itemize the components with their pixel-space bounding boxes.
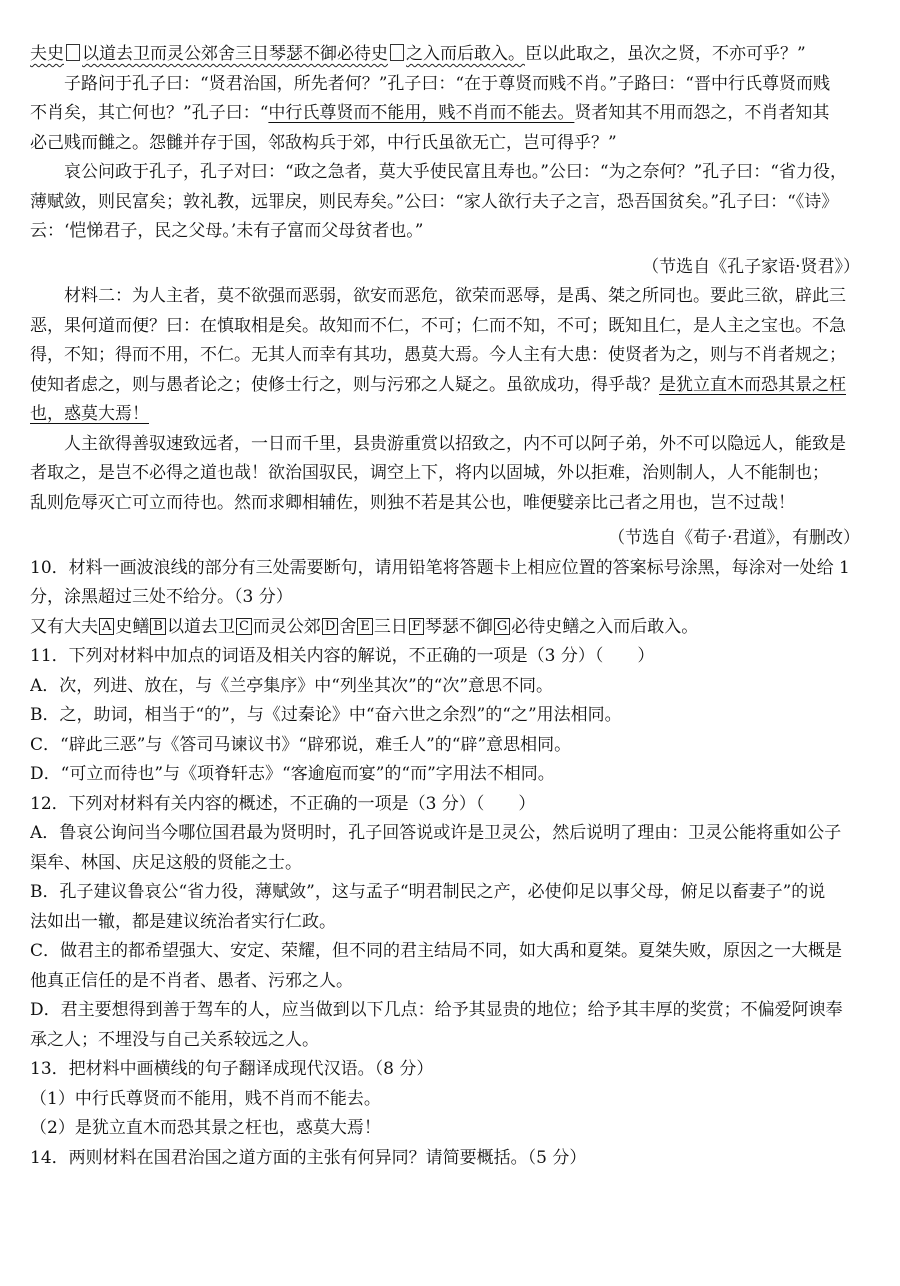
underlined-sentence-2a: 是犹立直木而恐其景之枉	[659, 374, 846, 395]
material2-p2-line2: 者取之，是岂不必得之道也哉！欲治国驭民，调空上下，将内以固城，外以拒难，治则制人，人不能制也；	[30, 463, 829, 483]
break-option-a[interactable]: A	[99, 618, 114, 635]
q12-option-b-line1[interactable]: B．孔子建议鲁哀公“省力役，薄赋敛”，这与孟子“明君制民之产，必使仰足以事父母，俯足以畜妻子”的说	[30, 882, 826, 902]
text: 琴瑟不御	[424, 616, 493, 637]
q14-stem: 14．两则材料在国君治国之道方面的主张有何异同？请简要概括。（5 分）	[30, 1147, 587, 1168]
q12-option-a-line2[interactable]: 渠牟、林国、庆足这般的贤能之士。	[30, 852, 302, 873]
material2-p1-line2: 恶，果何道而便？曰：在慎取相是矣。故知而不仁，不可；仁而不知，不可；既知且仁，是人主之宝也。不急	[30, 315, 846, 336]
underlined-sentence-1: 中行氏尊贤而不能用，贱不肖而不能去。	[268, 103, 575, 123]
text: 必待史鳝之入而后敢入。	[511, 616, 699, 637]
material1-line1	[30, 40, 870, 70]
q11-stem: 11．下列对材料中加点的词语及相关内容的解说，不正确的一项是（3 分）（ ）	[30, 646, 655, 666]
q11-option-d[interactable]: D．“可立而待也”与《项脊轩志》“客逾庖而宴”的“而”字用法不相同。	[30, 764, 555, 784]
text: 又有大夫	[30, 616, 98, 637]
q12-stem: 12．下列对材料有关内容的概述，不正确的一项是（3 分）（ ）	[30, 793, 536, 814]
text: 夫史	[30, 44, 64, 64]
q12-option-d-line2[interactable]: 承之人；不埋没与自己关系较远之人。	[30, 1029, 319, 1050]
text: 之入而后敢入。	[406, 44, 525, 64]
material1-source: （节选自《孔子家语·贤君》）	[642, 256, 860, 277]
text: 以道去卫而灵公郊舍三日琴瑟不御必待史	[82, 44, 388, 64]
text: 舍	[339, 616, 357, 637]
text: 贤者知其不用而怨之，不肖者知其	[574, 103, 830, 123]
break-option-e[interactable]: E	[357, 618, 373, 635]
q10-stem-line2: 分，涂黑超过三处不给分。（3 分）	[30, 587, 293, 607]
q11-option-a[interactable]: A．次，列进、放在，与《兰亭集序》中“列坐其次”的“次”意思不同。	[30, 675, 554, 696]
text: 而灵公郊	[252, 616, 321, 637]
break-option-d[interactable]: D	[322, 618, 338, 635]
q12-option-b-line2[interactable]: 法如出一辙，都是建议统治者实行仁政。	[30, 911, 336, 932]
material2-p2-line1: 人主欲得善驭速致远者，一日而千里，县贵游重赏以招致之，内不可以阿子弟，外不可以隐远人，能致是	[64, 433, 846, 454]
break-option-f[interactable]: F	[409, 618, 424, 635]
material1-p2-line3: 必己贱而雠之。怨雠并存于国，邻敌构兵于郊，中行氏虽欲无亡，岂可得乎？”	[30, 132, 617, 153]
material2-p1-line1: 材料二：为人主者，莫不欲强而恶弱，欲安而恶危，欲荣而恶辱，是禹、桀之所同也。要此三欲，辟此三	[64, 286, 846, 306]
material2-p1-line5	[30, 400, 870, 430]
text: 三日	[373, 616, 408, 637]
break-option-b[interactable]: B	[150, 618, 166, 635]
material1-p3-line1: 哀公问政于孔子，孔子对曰：“政之急者，莫大乎使民富且寿也。”公曰：“为之奈何？”孔子曰：“省力役，	[64, 162, 847, 182]
text: 以道去卫	[166, 616, 235, 637]
q12-option-c-line2[interactable]: 他真正信任的是不肖者、愚者、污邪之人。	[30, 970, 353, 991]
q12-option-c-line1[interactable]: C．做君主的都希望强大、安定、荣耀，但不同的君主结局不同，如大禹和夏桀。夏桀失败，原因之一大概是	[30, 941, 843, 961]
text: 臣以此取之，虽次之贤，不亦可乎？”	[525, 44, 806, 64]
q11-option-c[interactable]: C．“辟此三恶”与《答司马谏议书》“辟邪说，难壬人”的“辟”意思相同。	[30, 734, 572, 755]
text: 使知者虑之，则与愚者论之；使修士行之，则与污邪之人疑之。虽欲成功，得乎哉？	[30, 374, 659, 395]
material1-p3-line2: 薄赋敛，则民富矣；敦礼教，远罪戾，则民寿矣。”公曰：“家人欲行夫子之言，恐吾国贫矣。”孔子曰：“《诗》	[30, 191, 839, 212]
q10-stem-line1: 10．材料一画波浪线的部分有三处需要断句，请用铅笔将答题卡上相应位置的答案标号涂黑，每涂对一处给 1	[30, 557, 850, 578]
q13-sentence-1: （1）中行氏尊贤而不能用，贱不肖而不能去。	[30, 1088, 381, 1109]
material2-p1-line4	[30, 371, 870, 401]
exam-page	[30, 40, 870, 1173]
q13-stem: 13．把材料中画横线的句子翻译成现代汉语。（8 分）	[30, 1059, 434, 1079]
blank-box	[66, 44, 80, 61]
material2-source: （节选自《荀子·君道》，有删改）	[608, 528, 860, 548]
material2-p1-line3: 得，不知；得而不用，不仁。无其人而幸有其功，愚莫大焉。今人主有大患：使贤者为之，则与不肖者规之；	[30, 345, 846, 365]
underlined-sentence-2b: 也，惑莫大焉！	[30, 404, 149, 424]
q12-option-a-line1[interactable]: A．鲁哀公询问当今哪位国君最为贤明时，孔子回答说或许是卫灵公，然后说明了理由：卫灵公能将重如公子	[30, 823, 842, 843]
q13-sentence-2: （2）是犹立直木而恐其景之枉也，惑莫大焉！	[30, 1118, 381, 1138]
material1-p2-line1: 子路问于孔子曰：“贤君治国，所先者何？”孔子曰：“在于尊贤而贱不肖。”子路曰：“晋中行氏尊贤而贱	[64, 73, 830, 94]
text: 史鳝	[115, 616, 150, 637]
material1-p3-line3: 云：‘恺悌君子，民之父母。’未有子富而父母贫者也。”	[30, 221, 424, 241]
q11-option-b[interactable]: B．之，助词，相当于“的”，与《过秦论》中“奋六世之余烈”的“之”用法相同。	[30, 705, 622, 725]
blank-box	[390, 44, 404, 61]
text: 不肖矣，其亡何也？”孔子曰：“	[30, 103, 269, 123]
break-option-g[interactable]: G	[494, 618, 510, 635]
q10-sentence	[30, 613, 870, 643]
material2-p2-line3: 乱则危辱灭亡可立而待也。然而求卿相辅佐，则独不若是其公也，唯便嬖亲比己者之用也，岂不过哉！	[30, 492, 795, 513]
material1-p2-line2	[30, 99, 870, 129]
break-option-c[interactable]: C	[236, 618, 252, 635]
q12-option-d-line1[interactable]: D．君主要想得到善于驾车的人，应当做到以下几点：给予其显贵的地位；给予其丰厚的奖赏；不偏爱阿谀奉	[30, 1000, 843, 1020]
